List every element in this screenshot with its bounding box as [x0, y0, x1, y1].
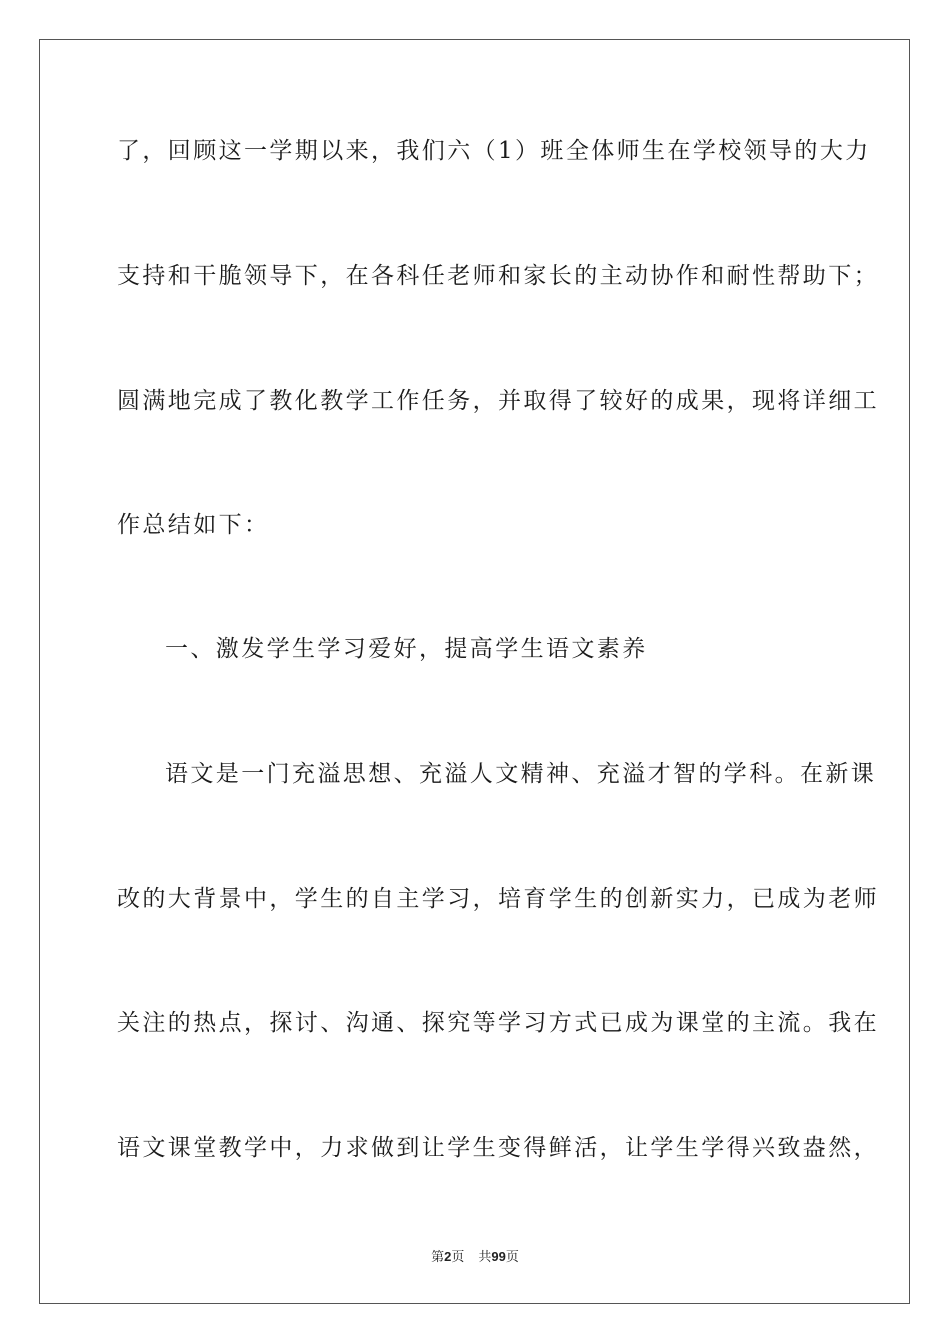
section-heading: 一、激发学生学习爱好，提高学生语文素养 [165, 636, 648, 662]
total-pages: 99 [491, 1249, 506, 1264]
body-text-line-9: 语文课堂教学中，力求做到让学生变得鲜活，让学生学得兴致盎然， [117, 1135, 879, 1161]
total-label-suffix: 页 [505, 1250, 519, 1265]
body-text-line-1: 了，回顾这一学期以来，我们六（1）班全体师生在学校领导的大力 [117, 138, 871, 164]
body-text-line-4: 作总结如下： [117, 512, 270, 538]
page-border [39, 39, 910, 1304]
body-text-line-2: 支持和干脆领导下，在各科任老师和家长的主动协作和耐性帮助下； [117, 263, 879, 289]
page-label-suffix: 页 [451, 1250, 465, 1265]
page-label-prefix: 第 [431, 1250, 445, 1265]
body-text-line-8: 关注的热点，探讨、沟通、探究等学习方式已成为课堂的主流。我在 [117, 1010, 879, 1036]
page-footer [0, 1248, 950, 1267]
body-text-line-6: 语文是一门充溢思想、充溢人文精神、充溢才智的学科。在新课 [165, 761, 877, 787]
total-label-prefix: 共 [478, 1250, 492, 1265]
body-text-line-3: 圆满地完成了教化教学工作任务，并取得了较好的成果，现将详细工 [117, 388, 879, 414]
body-text-line-7: 改的大背景中，学生的自主学习，培育学生的创新实力，已成为老师 [117, 886, 879, 912]
page-number: 2 [444, 1249, 452, 1264]
